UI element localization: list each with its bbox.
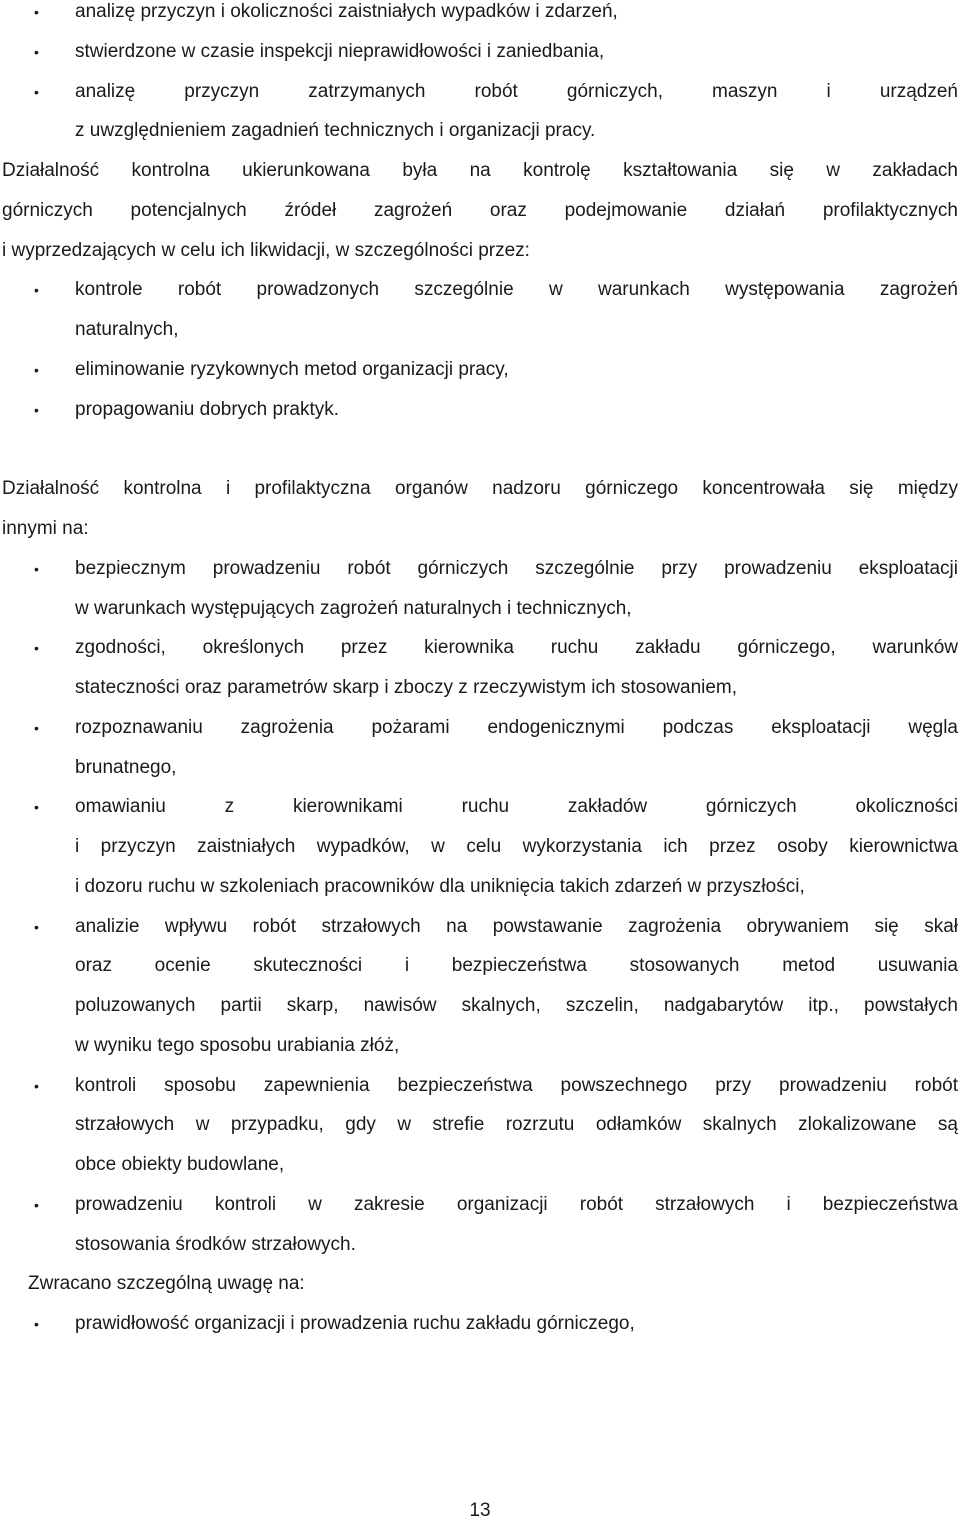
text-line: eliminowanie ryzykownych metod organizacji pracy,: [75, 358, 509, 380]
bullet-icon: •: [34, 4, 39, 20]
text-line: analizie wpływu robót strzałowych na powstawanie zagrożenia obrywaniem się skał: [75, 915, 958, 937]
bullet-icon: •: [34, 361, 39, 378]
bullet-icon: •: [34, 401, 39, 418]
text-line: analizę przyczyn i okoliczności zaistniałych wypadków i zdarzeń,: [75, 1, 618, 22]
text-line: innymi na:: [2, 518, 89, 539]
text-line: zgodności, określonych przez kierownika ruchu zakładu górniczego, warunków: [75, 637, 958, 659]
text-line: strzałowych w przypadku, gdy w strefie rozrzutu odłamków skalnych zlokalizowane są: [75, 1114, 958, 1136]
text-line: bezpiecznym prowadzeniu robót górniczych szczególnie przy prowadzeniu eksploatacji: [75, 557, 958, 579]
text-line: Zwracano szczególną uwagę na:: [28, 1273, 305, 1295]
text-line: Działalność kontrolna ukierunkowana była na kontrolę kształtowania się w zakładach: [2, 160, 958, 181]
bullet-icon: •: [34, 282, 39, 299]
text-line: prawidłowość organizacji i prowadzenia ruchu zakładu górniczego,: [75, 1313, 635, 1334]
text-line: rozpoznawaniu zagrożenia pożarami endogenicznymi podczas eksploatacji węgla: [75, 716, 958, 738]
text-line: stwierdzone w czasie inspekcji nieprawidłowości i zaniedbania,: [75, 40, 605, 62]
text-line: oraz ocenie skuteczności i bezpieczeństwa stosowanych metod usuwania: [75, 955, 958, 977]
bullet-icon: •: [34, 1077, 39, 1094]
bullet-icon: •: [34, 719, 39, 736]
text-line: i wyprzedzających w celu ich likwidacji, w szczególności przez:: [2, 239, 530, 261]
text-line: naturalnych,: [75, 319, 179, 340]
bullet-icon: •: [34, 560, 39, 577]
text-line: obce obiekty budowlane,: [75, 1154, 285, 1175]
text-line: w wyniku tego sposobu urabiania złóż,: [75, 1034, 400, 1056]
text-line: stosowania środków strzałowych.: [75, 1233, 356, 1255]
text-line: i dozoru ruchu w szkoleniach pracowników dla uniknięcia takich zdarzeń w przyszłości,: [75, 875, 805, 897]
text-line: kontrole robót prowadzonych szczególnie w warunkach występowania zagrożeń: [75, 279, 958, 301]
text-line: górniczych potencjalnych źródeł zagrożeń oraz podejmowanie działań profilaktycznych: [2, 199, 958, 221]
text-line: prowadzeniu kontroli w zakresie organizacji robót strzałowych i bezpieczeństwa: [75, 1193, 958, 1215]
bullet-icon: •: [34, 1316, 39, 1332]
text-line: kontroli sposobu zapewnienia bezpieczeństwa powszechnego przy prowadzeniu robót: [75, 1074, 958, 1096]
bullet-icon: •: [34, 799, 39, 816]
bullet-icon: •: [34, 1196, 39, 1213]
text-line: poluzowanych partii skarp, nawisów skalnych, szczelin, nadgabarytów itp., powstałych: [75, 995, 958, 1016]
bullet-icon: •: [34, 640, 39, 657]
text-line: i przyczyn zaistniałych wypadków, w celu wykorzystania ich przez osoby kierownictwa: [75, 836, 958, 857]
bullet-icon: •: [34, 43, 39, 60]
text-line: omawianiu z kierownikami ruchu zakładów górniczych okoliczności: [75, 796, 958, 818]
page-number: 13: [469, 1500, 491, 1521]
text-line: analizę przyczyn zatrzymanych robót górniczych, maszyn i urządzeń: [75, 80, 958, 102]
text-line: z uwzględnieniem zagadnień technicznych i organizacji pracy.: [75, 120, 596, 142]
bullet-icon: •: [34, 918, 39, 935]
text-line: brunatnego,: [75, 756, 177, 778]
text-line: Działalność kontrolna i profilaktyczna organów nadzoru górniczego koncentrowała się między: [2, 478, 958, 500]
text-line: propagowaniu dobrych praktyk.: [75, 398, 340, 420]
bullet-icon: •: [34, 83, 39, 100]
text-line: stateczności oraz parametrów skarp i zboczy z rzeczywistym ich stosowaniem,: [75, 677, 738, 698]
text-line: w warunkach występujących zagrożeń naturalnych i technicznych,: [75, 597, 632, 619]
